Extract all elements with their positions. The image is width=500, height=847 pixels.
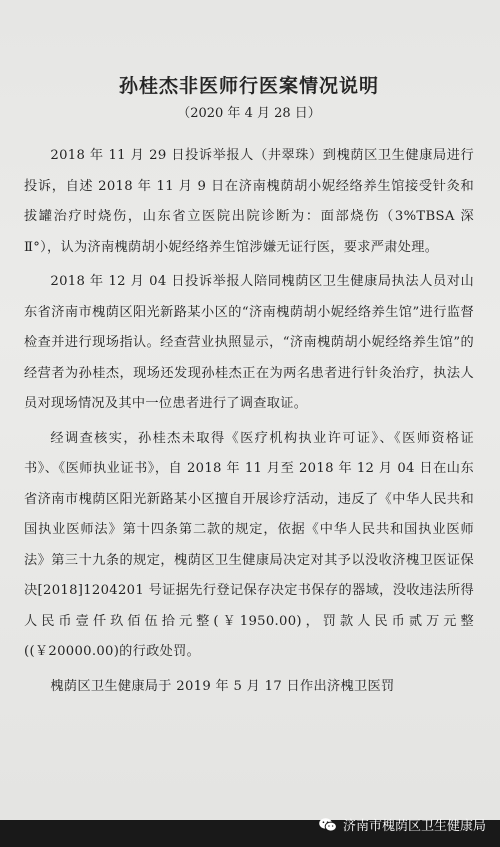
document-date: （2020 年 4 月 28 日） xyxy=(177,106,321,121)
watermark xyxy=(318,815,486,834)
watermark-text: 济南市槐荫区卫生健康局 xyxy=(342,819,486,834)
paragraph-3: 经调查核实，孙桂杰未取得《医疗机构执业许可证》、《医师资格证书》、《医师执业证书》，自 2018 年 11 月至 2018 年 12 月 04 日在山东省济南市槐荫区阳光新路某小区擅自开展诊疗活动，违反了《中华人民共和国执业医师法》第十四条第二款的规定，依据《中华人民共和国执业医师法》第三十九条的规定，槐荫区卫生健康局决定对其予以没收济槐卫医证保决[2018]1204201 号证据先行登记保存决定书保存的器域，没收违法所得人民币壹仟玖佰伍拾元整(￥1950.00)，罚款人民币贰万元整((￥20000.00)的行政处罚。 xyxy=(24,430,474,659)
document-title: 孙桂杰非医师行医案情况说明 xyxy=(118,75,379,97)
paragraph-1: 2018 年 11 月 29 日投诉举报人（井翠珠）到槐荫区卫生健康局进行投诉，自述 2018 年 11 月 9 日在济南槐荫胡小妮经络养生馆接受针灸和拔罐治疗时烧伤，山东省立医院出院诊断为：面部烧伤（3%TBSA 深Ⅱ°），认为济南槐荫胡小妮经络养生馆涉嫌无证行医，要求严肃处理。 xyxy=(24,148,474,255)
paragraph-4: 槐荫区卫生健康局于 2019 年 5 月 17 日作出济槐卫医罚 xyxy=(50,678,395,694)
paragraph-2: 2018 年 12 月 04 日投诉举报人陪同槐荫区卫生健康局执法人员对山东省济南市槐荫区阳光新路某小区的“济南槐荫胡小妮经络养生馆”进行监督检查并进行现场指认。经查营业执照显示，“济南槐荫胡小妮经络养生馆”的经营者为孙桂杰，现场还发现孙桂杰正在为两名患者进行针灸治疗，执法人员对现场情况及其中一位患者进行了调查取证。 xyxy=(24,274,474,411)
wechat-icon xyxy=(318,817,338,833)
